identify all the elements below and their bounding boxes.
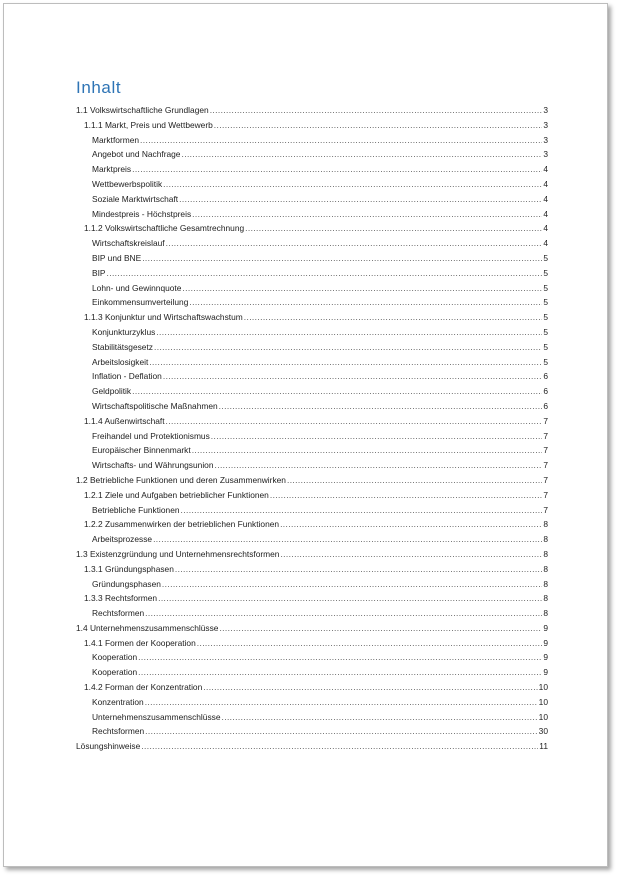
toc-entry-label: Wirtschaftspolitische Maßnahmen [92, 400, 218, 411]
toc-dot-leader [153, 532, 542, 547]
toc-entry-page-number: 10 [538, 696, 548, 707]
toc-entry-label: 1.2.2 Zusammenwirken der betrieblichen Funktionen [84, 519, 280, 530]
toc-entry[interactable] [76, 236, 548, 251]
toc-entry-page-number: 7 [543, 445, 548, 456]
toc-entry-label: BIP und BNE [92, 252, 142, 263]
toc-entry-page-number: 6 [543, 400, 548, 411]
toc-dot-leader [162, 577, 542, 592]
toc-entry[interactable] [76, 577, 548, 592]
toc-entry[interactable] [76, 103, 548, 118]
toc-entry[interactable] [76, 695, 548, 710]
toc-dot-leader [182, 281, 542, 296]
toc-dot-leader [192, 443, 543, 458]
toc-entry-page-number: 3 [543, 119, 548, 130]
toc-entry[interactable] [76, 562, 548, 577]
toc-entry-page-number: 3 [543, 134, 548, 145]
toc-entry-page-number: 4 [543, 223, 548, 234]
toc-entry-label: Einkommensumverteilung [92, 297, 189, 308]
toc-entry-page-number: 7 [543, 460, 548, 471]
toc-entry-label: Rechtsformen [92, 608, 145, 619]
toc-dot-leader [154, 340, 542, 355]
toc-dot-leader [142, 251, 542, 266]
toc-entry-page-number: 8 [543, 534, 548, 545]
toc-entry-label: Unternehmenszusammenschlüsse [92, 711, 221, 722]
toc-entry[interactable] [76, 177, 548, 192]
toc-entry-page-number: 9 [543, 652, 548, 663]
toc-dot-leader [214, 118, 543, 133]
toc-dot-leader [132, 162, 542, 177]
toc-entry[interactable] [76, 325, 548, 340]
toc-entry[interactable] [76, 266, 548, 281]
toc-entry-page-number: 7 [543, 489, 548, 500]
toc-entry-label: Rechtsformen [92, 726, 145, 737]
toc-entry-label: Wirtschaftskreislauf [92, 238, 165, 249]
toc-entry-page-number: 6 [543, 386, 548, 397]
toc-entry-page-number: 9 [543, 622, 548, 633]
toc-entry[interactable] [76, 680, 548, 695]
toc-dot-leader [158, 591, 542, 606]
toc-entry-page-number: 5 [543, 297, 548, 308]
toc-dot-leader [211, 429, 543, 444]
toc-entry-page-number: 6 [543, 371, 548, 382]
toc-dot-leader [132, 384, 542, 399]
toc-dot-leader [140, 133, 542, 148]
toc-entry-page-number: 8 [543, 593, 548, 604]
toc-entry[interactable] [76, 488, 548, 503]
toc-entry[interactable] [76, 147, 548, 162]
toc-entry-page-number: 8 [543, 519, 548, 530]
toc-entry[interactable] [76, 251, 548, 266]
toc-entry-label: Marktpreis [92, 164, 132, 175]
toc-entry-page-number: 8 [543, 578, 548, 589]
toc-entry-page-number: 5 [543, 267, 548, 278]
toc-entry-label: 1.1.4 Außenwirtschaft [84, 415, 165, 426]
toc-dot-leader [156, 325, 542, 340]
toc-entry-page-number: 11 [539, 741, 548, 752]
toc-dot-leader [138, 650, 542, 665]
toc-entry[interactable] [76, 517, 548, 532]
toc-entry-page-number: 5 [543, 252, 548, 263]
toc-entry-page-number: 5 [543, 326, 548, 337]
toc-dot-leader [145, 695, 538, 710]
toc-dot-leader [166, 414, 543, 429]
toc-dot-leader [145, 724, 538, 739]
toc-entry[interactable] [76, 739, 548, 754]
toc-entry[interactable] [76, 443, 548, 458]
toc-entry-label: 1.3.1 Gründungsphasen [84, 563, 174, 574]
toc-entry[interactable] [76, 162, 548, 177]
toc-entry-label: Arbeitsprozesse [92, 534, 153, 545]
toc-entry-label: 1.2 Betriebliche Funktionen und deren Zusammenwirken [76, 474, 286, 485]
toc-entry-label: Konzentration [92, 696, 144, 707]
toc-entry-page-number: 4 [543, 193, 548, 204]
toc-entry-page-number: 3 [543, 105, 548, 115]
toc-entry-label: Wirtschafts- und Währungsunion [92, 460, 214, 471]
toc-entry-label: Lohn- und Gewinnquote [92, 282, 182, 293]
toc-entry-page-number: 7 [543, 415, 548, 426]
toc-entry-page-number: 4 [543, 208, 548, 219]
toc-entry[interactable] [76, 414, 548, 429]
toc-entry[interactable] [76, 665, 548, 680]
toc-entry-page-number: 7 [543, 504, 548, 515]
toc-entry[interactable] [76, 384, 548, 399]
toc-entry-page-number: 5 [543, 312, 548, 323]
toc-entry[interactable] [76, 503, 548, 518]
toc-entry-label: Lösungshinweise [76, 741, 141, 752]
toc-entry[interactable] [76, 650, 548, 665]
toc-entry-label: 1.4 Unternehmenszusammenschlüsse [76, 622, 219, 633]
toc-entry-label: Konjunkturzyklus [92, 326, 156, 337]
toc-entry-label: 1.1 Volkswirtschaftliche Grundlagen [76, 105, 209, 115]
toc-entry-page-number: 8 [543, 608, 548, 619]
toc-entry-page-number: 10 [538, 682, 548, 693]
toc-entry[interactable] [76, 710, 548, 725]
toc-entry-label: Mindestpreis - Höchstpreis [92, 208, 192, 219]
toc-entry-label: Angebot und Nachfrage [92, 149, 181, 160]
toc-entry[interactable] [76, 532, 548, 547]
toc-entry-page-number: 4 [543, 164, 548, 175]
toc-dot-leader [163, 177, 542, 192]
toc-entry[interactable] [76, 547, 548, 562]
toc-dot-leader [175, 562, 542, 577]
toc-entry-label: Europäischer Binnenmarkt [92, 445, 191, 456]
toc-entry-label: Gründungsphasen [92, 578, 161, 589]
toc-entry-label: Inflation - Deflation [92, 371, 162, 382]
toc-dot-leader [245, 221, 542, 236]
toc-entry-label: Freihandel und Protektionismus [92, 430, 210, 441]
toc-dot-leader [219, 621, 542, 636]
toc-entry-page-number: 4 [543, 178, 548, 189]
toc-entry-label: 1.4.1 Formen der Kooperation [84, 637, 196, 648]
toc-entry-page-number: 8 [543, 548, 548, 559]
toc-entry-label: Wettbewerbspolitik [92, 178, 163, 189]
toc-entry-page-number: 4 [543, 238, 548, 249]
toc-entry[interactable] [76, 295, 548, 310]
toc-entry-label: BIP [92, 267, 106, 278]
toc-entry-page-number: 5 [543, 282, 548, 293]
toc-title: Inhalt [76, 78, 122, 97]
toc-dot-leader [221, 710, 537, 725]
toc-dot-leader [244, 310, 543, 325]
toc-entry-page-number: 3 [543, 149, 548, 160]
toc-entry-label: 1.3.3 Rechtsformen [84, 593, 158, 604]
toc-entry-label: Arbeitslosigkeit [92, 356, 149, 367]
toc-dot-leader [107, 266, 543, 281]
document-page [3, 3, 608, 867]
toc-entry-label: Kooperation [92, 667, 138, 678]
toc-dot-leader [145, 606, 542, 621]
toc-entry[interactable] [76, 281, 548, 296]
toc-dot-leader [210, 103, 543, 118]
toc-dot-leader [189, 295, 542, 310]
toc-entry[interactable] [76, 429, 548, 444]
toc-entry-page-number: 30 [538, 726, 548, 737]
toc-entry-label: 1.1.2 Volkswirtschaftliche Gesamtrechnung [84, 223, 245, 234]
toc-entry[interactable] [76, 591, 548, 606]
toc-dot-leader [179, 192, 542, 207]
toc-dot-leader [287, 473, 542, 488]
toc-entry-page-number: 9 [543, 667, 548, 678]
toc-entry[interactable] [76, 207, 548, 222]
toc-dot-leader [215, 458, 543, 473]
toc-dot-leader [280, 547, 542, 562]
toc-entry[interactable] [76, 606, 548, 621]
toc-entry-label: Kooperation [92, 652, 138, 663]
toc-entry[interactable] [76, 221, 548, 236]
toc-dot-leader [203, 680, 537, 695]
toc-dot-leader [181, 147, 542, 162]
toc-entry-label: 1.4.2 Forman der Konzentration [84, 682, 203, 693]
toc-dot-leader [181, 503, 543, 518]
toc-entry[interactable] [76, 399, 548, 414]
toc-entry-label: 1.1.1 Markt, Preis und Wettbewerb [84, 119, 213, 130]
toc-entry-page-number: 9 [543, 637, 548, 648]
toc-entry[interactable] [76, 340, 548, 355]
toc-entry-label: Marktformen [92, 134, 140, 145]
toc-dot-leader [138, 665, 542, 680]
toc-entry[interactable] [76, 473, 548, 488]
toc-entry-label: 1.2.1 Ziele und Aufgaben betrieblicher Funktionen [84, 489, 269, 500]
toc-entry[interactable] [76, 636, 548, 651]
toc-entry[interactable] [76, 369, 548, 384]
toc-dot-leader [280, 517, 542, 532]
toc-entry-label: 1.3 Existenzgründung und Unternehmensrechtsformen [76, 548, 280, 559]
toc-dot-leader [166, 236, 543, 251]
toc-entry-page-number: 5 [543, 356, 548, 367]
toc-dot-leader [197, 636, 543, 651]
toc-entry[interactable] [76, 724, 548, 739]
toc-entry[interactable] [76, 621, 548, 636]
toc-entry-label: Soziale Marktwirtschaft [92, 193, 179, 204]
toc-entry-page-number: 7 [543, 430, 548, 441]
toc-dot-leader [219, 399, 543, 414]
toc-entry[interactable] [76, 458, 548, 473]
toc-entry-page-number: 5 [543, 341, 548, 352]
toc-entry-label: Stabilitätsgesetz [92, 341, 153, 352]
toc-entry[interactable] [76, 355, 548, 370]
toc-entry-label: 1.1.3 Konjunktur und Wirtschaftswachstum [84, 312, 243, 323]
toc-dot-leader [149, 355, 542, 370]
toc-entry-label: Geldpolitik [92, 386, 132, 397]
toc-dot-leader [141, 739, 538, 754]
table-of-contents [76, 103, 548, 754]
toc-entry[interactable] [76, 310, 548, 325]
toc-entry[interactable] [76, 133, 548, 148]
toc-entry-page-number: 7 [543, 474, 548, 485]
toc-entry[interactable] [76, 192, 548, 207]
toc-dot-leader [192, 207, 542, 222]
toc-dot-leader [163, 369, 542, 384]
toc-entry-page-number: 10 [538, 711, 548, 722]
toc-entry[interactable] [76, 118, 548, 133]
toc-entry-page-number: 8 [543, 563, 548, 574]
toc-dot-leader [270, 488, 542, 503]
toc-entry-label: Betriebliche Funktionen [92, 504, 180, 515]
